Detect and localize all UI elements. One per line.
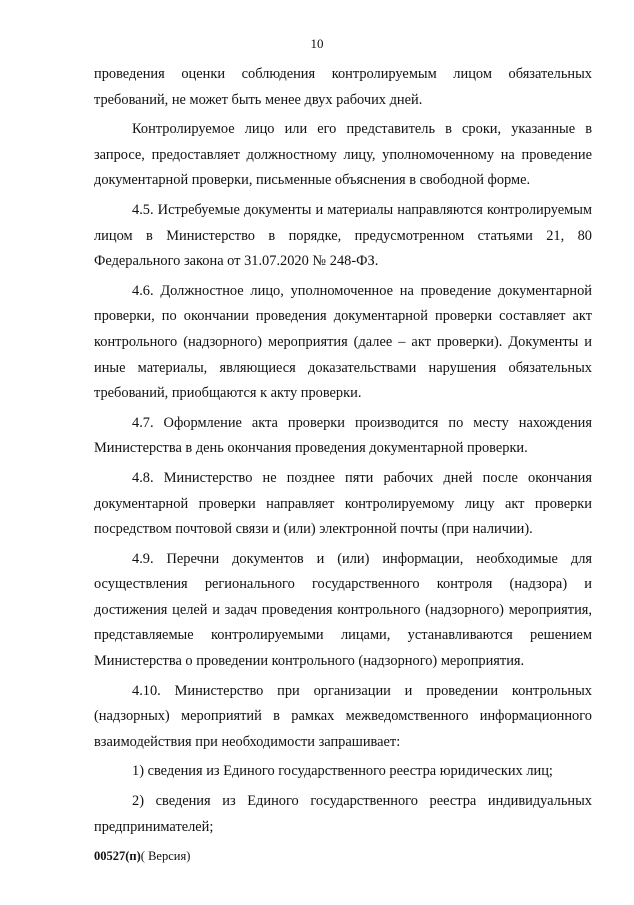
- paragraph-4-10: 4.10. Министерство при организации и проведении контрольных (надзорных) мероприятий в рамках межведомственного информационного взаимодействия при необходимости запрашивает:: [94, 682, 592, 750]
- paragraph-4-9: 4.9. Перечни документов и (или) информации, необходимые для осуществления регионального государственного контроля (надзора) и достижения целей и задач проведения контрольного (надзорного) мероприятия, представляемые контролируемыми лицами, устанавливаются решением Министерства о проведении контрольного (надзорного) мероприятия.: [94, 550, 592, 670]
- paragraph-4-6: 4.6. Должностное лицо, уполномоченное на проведение документарной проверки, по окончании проведения документарной проверки составляет акт контрольного (надзорного) мероприятия (далее – акт проверки). Документы и иные материалы, являющиеся доказательствами нарушения обязательных требований, приобщаются к акту проверки.: [94, 282, 592, 402]
- document-body: [94, 62, 592, 840]
- list-item-1: 1) сведения из Единого государственного реестра юридических лиц;: [132, 763, 553, 780]
- paragraph-4-5: 4.5. Истребуемые документы и материалы направляются контролируемым лицом в Министерство в порядке, предусмотренном статьями 21, 80 Федерального закона от 31.07.2020 № 248-ФЗ.: [94, 201, 592, 270]
- paragraph-4-7: 4.7. Оформление акта проверки производится по месту нахождения Министерства в день окончания проведения документарной проверки.: [94, 414, 592, 457]
- paragraph-4-8: 4.8. Министерство не позднее пяти рабочих дней после окончания документарной проверки направляет контролируемому лицу акт проверки посредством почтовой связи и (или) электронной почты (при наличии).: [94, 469, 592, 538]
- list-item-2: 2) сведения из Единого государственного реестра индивидуальных предпринимателей;: [94, 793, 592, 835]
- document-version: ( Версия): [140, 849, 191, 863]
- page-number: 10: [310, 36, 324, 51]
- paragraph-1: Контролируемое лицо или его представитель в сроки, указанные в запросе, предоставляет должностному лицу, уполномоченному на проведение документарной проверки, письменные объяснения в свободной форме.: [94, 121, 592, 189]
- document-code: 00527(п): [94, 849, 141, 863]
- paragraph-0: проведения оценки соблюдения контролируемым лицом обязательных требований, не может быть менее двух рабочих дней.: [94, 66, 592, 108]
- footer: [94, 849, 190, 864]
